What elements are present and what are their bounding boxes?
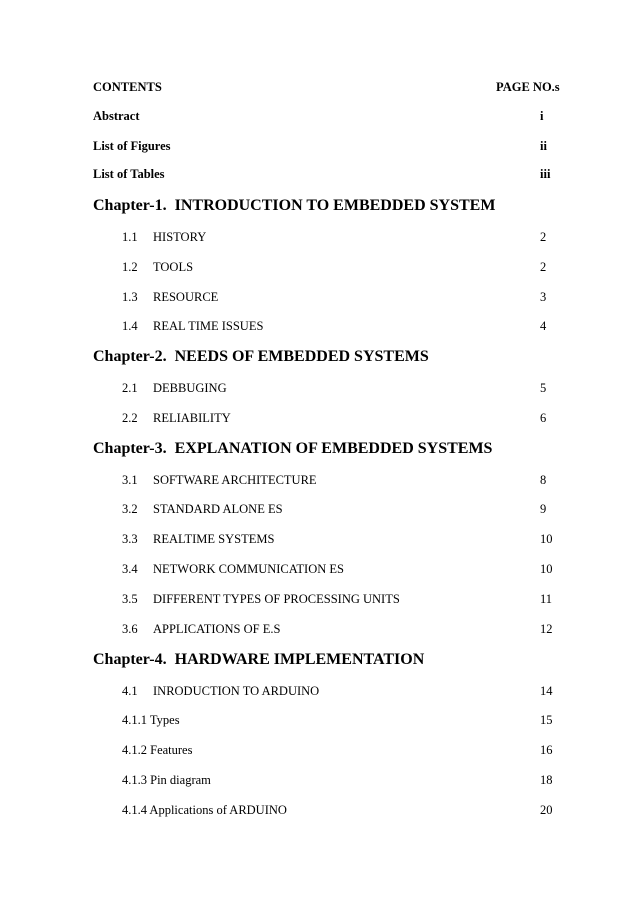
toc-entry [0, 499, 638, 519]
section-page: 3 [540, 290, 547, 304]
toc-entry [0, 287, 638, 307]
subsection-page: 16 [540, 743, 553, 757]
section-title: DIFFERENT TYPES OF PROCESSING UNITS [153, 592, 400, 606]
section-page: 2 [540, 260, 547, 274]
section-page: 6 [540, 411, 547, 425]
toc-entry [0, 619, 638, 639]
subsection-page: 15 [540, 713, 553, 727]
section-title: RESOURCE [153, 290, 219, 304]
section-number: 1.1 [122, 230, 138, 244]
section-page: 12 [540, 622, 553, 636]
contents-header [0, 77, 638, 97]
section-number: 3.5 [122, 592, 138, 606]
subsection-title: 4.1.2 Features [122, 743, 193, 757]
toc-entry-list-of-figures [0, 136, 638, 156]
subsection-title: 4.1.3 Pin diagram [122, 773, 211, 787]
subsection-page: 18 [540, 773, 553, 787]
toc-subentry [0, 740, 638, 760]
section-title: REALTIME SYSTEMS [153, 532, 275, 546]
chapter-title: Chapter-2. NEEDS OF EMBEDDED SYSTEMS [93, 348, 429, 365]
section-page: 4 [540, 319, 547, 333]
toc-entry [0, 316, 638, 336]
toc-entry [0, 470, 638, 490]
toc-subentry [0, 770, 638, 790]
section-page: 2 [540, 230, 547, 244]
section-page: 5 [540, 381, 547, 395]
chapter-heading-2 [0, 345, 638, 369]
toc-entry-page: i [540, 109, 544, 123]
subsection-page: 20 [540, 803, 553, 817]
section-title: REAL TIME ISSUES [153, 319, 264, 333]
section-number: 3.1 [122, 473, 138, 487]
section-page: 10 [540, 532, 553, 546]
chapter-heading-1 [0, 194, 638, 218]
chapter-heading-4 [0, 648, 638, 672]
toc-entry-list-of-tables [0, 164, 638, 184]
toc-entry [0, 378, 638, 398]
section-title: HISTORY [153, 230, 207, 244]
chapter-title: Chapter-4. HARDWARE IMPLEMENTATION [93, 651, 425, 668]
section-number: 4.1 [122, 684, 138, 698]
toc-entry-page: ii [540, 139, 547, 153]
subsection-title: 4.1.4 Applications of ARDUINO [122, 803, 287, 817]
section-page: 14 [540, 684, 553, 698]
toc-entry-label: Abstract [93, 109, 140, 123]
section-number: 1.4 [122, 319, 138, 333]
page-numbers-heading: PAGE NO.s [496, 80, 560, 94]
section-title: DEBBUGING [153, 381, 227, 395]
toc-subentry [0, 710, 638, 730]
toc-entry [0, 559, 638, 579]
chapter-title: Chapter-3. EXPLANATION OF EMBEDDED SYSTEMS [93, 440, 493, 457]
toc-entry-abstract [0, 106, 638, 126]
contents-heading: CONTENTS [93, 80, 162, 94]
section-number: 2.1 [122, 381, 138, 395]
section-number: 3.4 [122, 562, 138, 576]
section-title: SOFTWARE ARCHITECTURE [153, 473, 317, 487]
section-number: 3.3 [122, 532, 138, 546]
toc-entry-label: List of Figures [93, 139, 171, 153]
section-title: INRODUCTION TO ARDUINO [153, 684, 320, 698]
toc-entry [0, 529, 638, 549]
toc-entry [0, 681, 638, 701]
section-page: 9 [540, 502, 547, 516]
section-title: NETWORK COMMUNICATION ES [153, 562, 344, 576]
section-title: STANDARD ALONE ES [153, 502, 283, 516]
toc-entry [0, 408, 638, 428]
section-number: 1.2 [122, 260, 138, 274]
toc-entry-page: iii [540, 167, 551, 181]
section-number: 2.2 [122, 411, 138, 425]
section-title: RELIABILITY [153, 411, 231, 425]
section-number: 1.3 [122, 290, 138, 304]
section-number: 3.6 [122, 622, 138, 636]
subsection-title: 4.1.1 Types [122, 713, 180, 727]
section-number: 3.2 [122, 502, 138, 516]
section-title: TOOLS [153, 260, 194, 274]
chapter-heading-3 [0, 437, 638, 461]
toc-entry-label: List of Tables [93, 167, 165, 181]
section-page: 11 [540, 592, 553, 606]
toc-entry [0, 589, 638, 609]
toc-entry [0, 257, 638, 277]
section-page: 10 [540, 562, 553, 576]
toc-subentry [0, 800, 638, 820]
toc-entry [0, 227, 638, 247]
section-page: 8 [540, 473, 547, 487]
section-title: APPLICATIONS OF E.S [153, 622, 281, 636]
chapter-title: Chapter-1. INTRODUCTION TO EMBEDDED SYSTEM [93, 197, 496, 214]
